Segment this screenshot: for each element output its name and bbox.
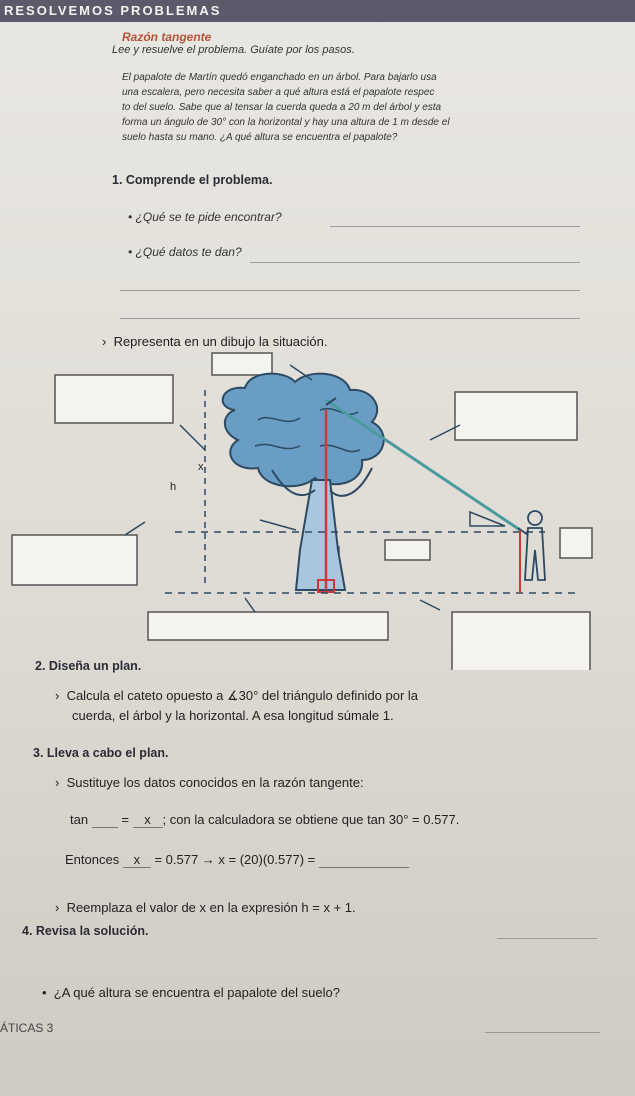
label-h: h (170, 481, 177, 493)
section-title: Razón tangente (122, 30, 212, 44)
step1-question-2: • ¿Qué datos te dan? (128, 245, 242, 259)
pointer-arrow (125, 522, 145, 535)
step2-line-1: › Calcula el cateto opuesto a ∡30° del triángulo definido por la (55, 688, 419, 703)
answer-line[interactable] (330, 226, 580, 227)
pointer-arrow (420, 600, 440, 610)
tree-icon (223, 374, 384, 590)
equals: = (121, 812, 129, 827)
step4-title: 4. Revisa la solución. (22, 924, 149, 938)
answer-line[interactable] (485, 1032, 600, 1033)
step2-title: 2. Diseña un plan. (35, 659, 142, 673)
step3-sub-2: › Reemplaza el valor de x en la expresión h = x + 1. (55, 900, 356, 915)
step2-line-2: cuerda, el árbol y la horizontal. A esa longitud súmale 1. (72, 708, 394, 723)
entonces-equation (65, 852, 409, 868)
situation-diagram (0, 350, 635, 670)
draw-instruction: › Representa en un dibujo la situación. (102, 334, 328, 349)
pointer-arrow (180, 425, 205, 450)
fraction-x: x (133, 812, 163, 828)
answer-line[interactable] (120, 290, 580, 291)
blank-result[interactable] (319, 852, 409, 868)
answer-line[interactable] (497, 938, 597, 939)
answer-line[interactable] (250, 262, 580, 263)
draw-text: Representa en un dibujo la situación. (113, 334, 328, 349)
label-box-right-top[interactable] (455, 392, 577, 440)
blank-angle[interactable] (92, 812, 118, 828)
label-box-bottom-right[interactable] (452, 612, 590, 670)
angle-mark (470, 512, 505, 526)
step1-title: 1. Comprende el problema. (112, 173, 273, 187)
person-icon (518, 511, 545, 580)
entonces-rest: = 0.577 → x = (20)(0.577) = (154, 852, 316, 867)
label-box-left-top[interactable] (55, 375, 173, 423)
footer-label: ÁTICAS 3 (0, 1021, 54, 1035)
tan-rest: ; con la calculadora se obtiene que tan 30° = 0.577. (162, 812, 460, 827)
section-header (0, 0, 635, 22)
step3-title: 3. Lleva a cabo el plan. (33, 746, 169, 760)
header-title: RESOLVEMOS PROBLEMAS (4, 3, 222, 18)
pointer-arrow (260, 520, 296, 530)
problem-line: to del suelo. Sabe que al tensar la cuerda queda a 20 m del árbol y esta (122, 102, 442, 113)
step4-q-text: ¿A qué altura se encuentra el papalote del suelo? (53, 985, 340, 1000)
step1-question-1: • ¿Qué se te pide encontrar? (128, 210, 282, 224)
label-box-small[interactable] (385, 540, 430, 560)
entonces-label: Entonces (65, 852, 120, 867)
label-x: x (198, 461, 204, 473)
step3-sub1-text: Sustituye los datos conocidos en la razón tangente: (66, 775, 364, 790)
step3-sub2-text: Reemplaza el valor de x en la expresión h = x + 1. (66, 900, 356, 915)
step4-question: • ¿A qué altura se encuentra el papalote del suelo? (42, 985, 340, 1000)
problem-text (122, 70, 562, 145)
problem-line: El papalote de Martín quedó enganchado en un árbol. Para bajarlo usa (122, 72, 437, 83)
problem-line: una escalera, pero necesita saber a qué altura está el papalote respec (122, 87, 435, 98)
step3-sub-1: › Sustituye los datos conocidos en la razón tangente: (55, 775, 364, 790)
tangent-equation (70, 812, 459, 828)
step2-text-1: Calcula el cateto opuesto a ∡30° del triángulo definido por la (66, 688, 419, 703)
q1-text: ¿Qué se te pide encontrar? (135, 210, 282, 224)
pointer-arrow (245, 598, 255, 612)
label-box-left-bottom[interactable] (12, 535, 137, 585)
answer-line[interactable] (120, 318, 580, 319)
tan-label: tan (70, 812, 89, 827)
label-box-bottom-mid[interactable] (148, 612, 388, 640)
fraction-x-2: x (123, 852, 151, 868)
label-box-right-mid[interactable] (560, 528, 592, 558)
label-box-top[interactable] (212, 353, 272, 375)
problem-line: suelo hasta su mano. ¿A qué altura se encuentra el papalote? (122, 132, 398, 143)
section-instruction: Lee y resuelve el problema. Guíate por los pasos. (112, 44, 355, 56)
q2-text: ¿Qué datos te dan? (135, 245, 242, 259)
problem-line: forma un ángulo de 30° con la horizontal y hay una altura de 1 m desde el (122, 117, 450, 128)
